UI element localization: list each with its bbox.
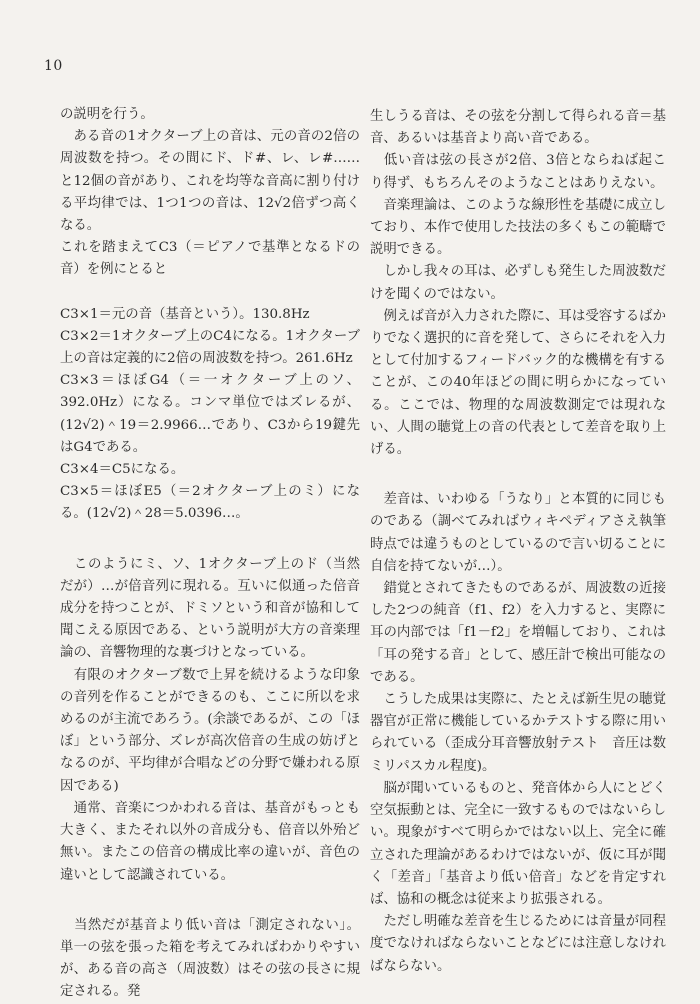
formula-line: C3×3＝ほぼG4（＝一オクターブ上のソ、392.0Hz）になる。コンマ単位ではズレるが、(12√2)＾19＝2.9966…であり、C3から19鍵先はG4である。 [60,373,360,455]
formula-line: C3×1＝元の音（基音という）。130.8Hz [60,306,310,322]
paragraph: 音楽理論は、このような線形性を基礎に成立しており、本作で使用した技法の多くもこの範疇で説明できる。 [370,197,666,258]
paragraph: 有限のオクターブ数で上昇を続けるような印象の音列を作ることができるのも、ここに所以を求めるのが主流であろう。(余談であるが、この「ほぼ」という部分、ズレが高次倍音の生成の妨げとなるのが、平均律が合唱などの分野で嫌われる原因である) [60,667,360,794]
spacer [60,887,360,915]
paragraph: の説明を行う。 [60,107,154,122]
paragraph: これを踏まえてC3（＝ピアノで基準となるドの音）を例にとると [60,240,360,278]
page-number: 10 [44,58,63,74]
paragraph: 当然だが基音より低い音は「測定されない」。単一の弦を張った箱を考えてみればわかりやすいが、ある音の高さ（周波数）はその弦の長さに規定される。発 [60,917,360,1000]
paragraph: ある音の1オクターブ上の音は、元の音の2倍の周波数を持つ。その間にド、ド#、レ、レ#……と12個の音があり、これを均等な音高に割り付ける平均律では、1つ1つの音は、12√2倍ずつ高くなる。 [60,129,360,234]
paragraph: ただし明確な差音を生じるためには音量が同程度でなければならないことなどには注意しなければならない。 [370,914,666,974]
paragraph: 脳が聞いているものと、発音体から人にとどく空気振動とは、完全に一致するものではないらしい。現象がすべて明らかではない以上、完全に確立された理論があるわけではないが、仮に耳が聞く「差音」「基音より低い倍音」などを肯定すれば、協和の概念は従来より拡張される。 [370,780,666,907]
paragraph: こうした成果は実際に、たとえば新生児の聴覚器官が正常に機能しているかテストする際に用いられている（歪成分耳音響放射テスト 音圧は数ミリパスカル程度)。 [370,692,666,774]
spacer [60,282,360,304]
formula-line: C3×4＝C5になる。 [60,462,185,478]
paragraph: しかし我々の耳は、必ずしも発生した周波数だけを聞くのではない。 [370,264,666,302]
right-column [370,106,666,978]
paragraph: 生しうる音は、その弦を分割して得られる音＝基音、あるいは基音より高い音である。 [370,109,666,147]
paragraph: このようにミ、ソ、1オクターブ上のド（当然だが）…が倍音列に現れる。互いに似通った倍音成分を持つことが、ドミソという和音が協和して聞こえる原因である、という説明が大方の音楽理論の、音響物理的な裏づけとなっている。 [60,556,360,661]
paragraph: 錯覚とされてきたものであるが、周波数の近接した2つの純音（f1、f2）を入力すると、実際に耳の内部では「f1－f2」を増幅しており、これは「耳の発する音」として、感圧計で検出可能なのである。 [370,581,666,685]
paragraph: 低い音は弦の長さが2倍、3倍とならねば起こり得ず、もちろんそのようなことはありえない。 [370,153,666,191]
spacer [370,461,666,489]
paragraph: 通常、音楽につかわれる音は、基音がもっとも大きく、またそれ以外の音成分も、倍音以外殆ど無い。またこの倍音の構成比率の違いが、音色の違いとして認識されている。 [60,800,360,883]
formula-line: C3×2＝1オクターブ上のC4になる。1オクターブ上の音は定義的に2倍の周波数を持つ。261.6Hz [60,328,360,367]
paragraph: 差音は、いわゆる「うなり」と本質的に同じものである（調べてみればウィキペディアさえ執筆時点では違うものとしているので言い切ることに自信を持てないが…）。 [370,492,666,574]
paragraph: 例えば音が入力された際に、耳は受容するばかりでなく選択的に音を発して、さらにそれを入力として付加するフィードバック的な機構を有することが、この40年ほどの間に明らかになっている。ここでは、物理的な周波数測定では現れない、人間の聴覚上の音の代表として差音を取り上げる。 [370,308,666,458]
formula-line: C3×5＝ほぼE5（＝2オクターブ上のミ）になる。(12√2)＾28＝5.0396…。 [60,484,360,522]
spacer [60,526,360,554]
left-column [60,104,360,1004]
